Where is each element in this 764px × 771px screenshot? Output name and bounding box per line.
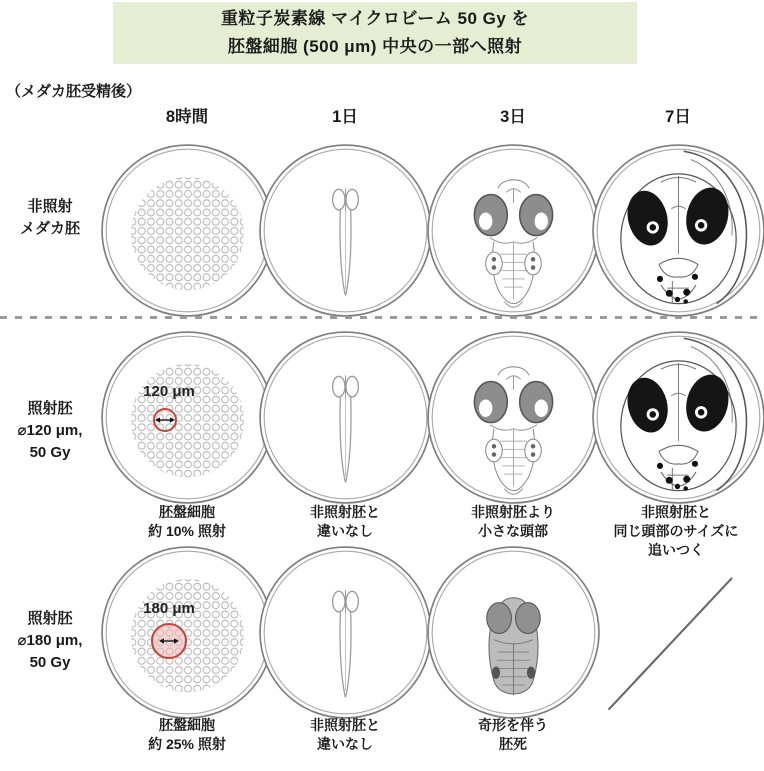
cell-120-8h [100,330,275,505]
cell-control-3d [426,143,601,318]
caption-line: 追いつく [648,542,704,558]
cell-180-7d-na [591,545,764,720]
embryo-day3-icon [426,330,601,505]
cell-control-7d [591,143,764,318]
cell-120-3d [426,330,601,505]
caption-line: 違いなし [317,523,373,539]
row-label-line: 50 Gy [29,654,71,671]
embryo-day7-icon [591,143,764,318]
blastoderm-icon [100,545,275,720]
timeline-note: （メダカ胚受精後） [6,83,142,100]
row-label-line: 非照射 [27,198,73,215]
cell-180-3d [426,545,601,720]
beam-target-ring-120 [153,408,177,432]
caption-line: 非照射胚より [471,504,555,520]
caption-line: 胚死 [499,736,527,752]
row-separator-dashed-line [0,316,764,319]
embryo-day1-icon [258,330,433,505]
beam-arrow-icon [155,415,175,425]
dead-embryo-icon [426,545,601,720]
caption-120-3d [423,503,603,541]
caption-180-3d [423,716,603,754]
beam-diameter-label-180: 180 μm [143,600,195,617]
title-line-2: 胚盤細胞 (500 μm) 中央の一部へ照射 [227,37,523,56]
beam-target-ring-180 [151,623,187,659]
row-label-120um [0,398,100,464]
column-header-3d: 3日 [500,108,526,126]
embryo-day1-icon [258,143,433,318]
caption-line: 同じ頭部のサイズに [613,523,739,539]
column-header-1d: 1日 [332,108,358,126]
caption-line: 約 10% 照射 [148,523,226,539]
cell-120-1d [258,330,433,505]
caption-line: 約 25% 照射 [148,736,226,752]
blastoderm-icon [100,143,275,318]
embryo-day1-icon [258,545,433,720]
blastoderm-icon [100,330,275,505]
caption-line: 胚盤細胞 [159,504,215,520]
caption-line: 非照射胚と [310,504,380,520]
cell-180-8h [100,545,275,720]
embryo-day7-icon [591,330,764,505]
beam-diameter-label-120: 120 μm [143,383,195,400]
caption-line: 非照射胚と [641,504,711,520]
title-line-1: 重粒子炭素線 マイクロビーム 50 Gy を [220,9,530,28]
caption-line: 胚盤細胞 [159,717,215,733]
row-label-line: メダカ胚 [19,220,80,237]
not-applicable-slash-icon [591,545,764,720]
caption-120-1d [255,503,435,541]
row-label-line: 照射胚 [27,610,73,627]
row-label-line: ⌀120 μm, [17,422,83,439]
caption-120-8h [97,503,277,541]
row-label-line: ⌀180 μm, [17,632,83,649]
column-header-8h: 8時間 [165,108,209,126]
caption-line: 小さな頭部 [478,523,548,539]
row-label-180um [0,608,100,674]
cell-120-7d [591,330,764,505]
caption-line: 奇形を伴う [478,717,548,733]
cell-control-1d [258,143,433,318]
row-label-line: 50 Gy [29,444,71,461]
column-header-7d: 7日 [665,108,691,126]
row-label-control [0,196,100,240]
title-box [113,2,637,64]
caption-180-8h [97,716,277,754]
beam-arrow-icon [153,636,185,646]
embryo-day3-icon [426,143,601,318]
cell-180-1d [258,545,433,720]
cell-control-8h [100,143,275,318]
caption-line: 違いなし [317,736,373,752]
row-label-line: 照射胚 [27,400,73,417]
caption-180-1d [255,716,435,754]
caption-line: 非照射胚と [310,717,380,733]
